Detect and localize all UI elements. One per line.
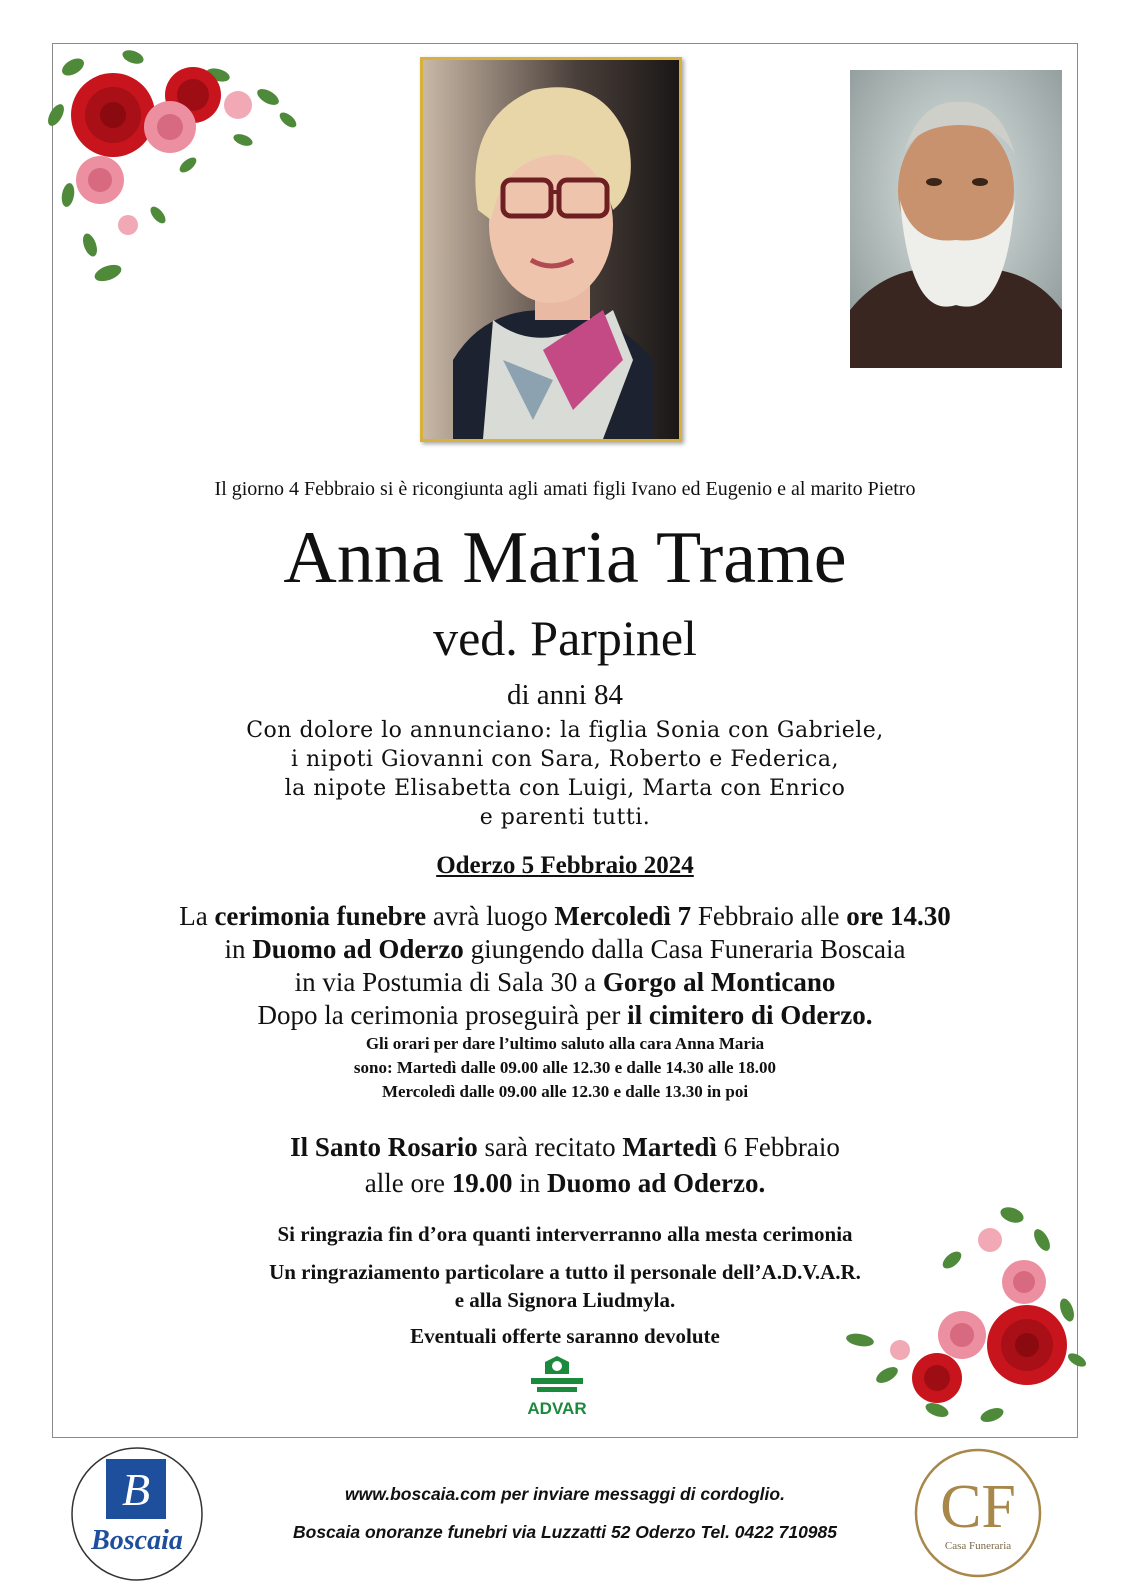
footer-address-line: Boscaia onoranze funebri via Luzzatti 52 Oderzo Tel. 0422 710985 [293,1522,837,1542]
boscaia-logo-text: Boscaia [91,1525,183,1556]
boscaia-logo [69,1445,205,1583]
intro-text: Il giorno 4 Febbraio si è ricongiunta agli amati figli Ivano ed Eugenio e al marito Pietro [214,478,916,500]
announcement-block [52,716,1078,832]
announcement-line: i nipoti Giovanni con Sara, Roberto e Federica, [291,747,839,772]
announcement-line: Con dolore lo annunciano: la figlia Sonia con Gabriele, [246,718,884,743]
advar-logo-text: ADVAR [527,1399,587,1418]
visiting-hours-block [52,1032,1078,1104]
ceremony-line: La cerimonia funebre avrà luogo Mercoledì 7 Febbraio alle ore 14.30 [179,901,951,931]
visiting-hours-line: Mercoledì dalle 09.00 alle 12.30 e dalle 13.30 in poi [381,1082,749,1101]
visiting-hours-line: sono: Martedì dalle 09.00 alle 12.30 e dalle 14.30 alle 18.00 [353,1058,777,1077]
announcement-line: la nipote Elisabetta con Luigi, Marta con Enrico [284,776,846,801]
religious-portrait-image [850,70,1062,368]
roses-decoration-top-left [38,45,308,295]
rosary-block [52,1129,1078,1201]
thanks-line: Un ringraziamento particolare a tutto il personale dell’A.D.V.A.R. [269,1260,861,1284]
advar-logo [522,1354,592,1420]
footer-website-line[interactable]: www.boscaia.com per inviare messaggi di cordoglio. [345,1484,785,1504]
roses-decoration-bottom-right [842,1200,1092,1430]
announcement-line: e parenti tutti. [479,805,651,830]
visiting-hours-line: Gli orari per dare l’ultimo saluto alla cara Anna Maria [365,1034,765,1053]
advar-emblem-icon [529,1354,585,1398]
offers-text: Eventuali offerte saranno devolute [410,1324,720,1348]
ceremony-line: in Duomo ad Oderzo giungendo dalla Casa Funeraria Boscaia [224,934,906,964]
ceremony-block [52,900,1078,1032]
place-date: Oderzo 5 Febbraio 2024 [436,852,694,879]
ceremony-line: in via Postumia di Sala 30 a Gorgo al Monticano [294,967,836,997]
age-text: di anni 84 [507,679,623,711]
rosary-line: Il Santo Rosario sarà recitato Martedì 6 Febbraio [290,1132,840,1162]
rosary-line: alle ore 19.00 in Duomo ad Oderzo. [364,1168,766,1198]
cf-logo-letters: CF [940,1473,1016,1541]
casa-funeraria-logo [913,1447,1043,1579]
portrait-photo-deceased [420,57,682,442]
cf-logo-text: Casa Funeraria [944,1540,1012,1552]
thanks-line: e alla Signora Liudmyla. [454,1288,676,1312]
ceremony-line: Dopo la cerimonia proseguirà per il cimitero di Oderzo. [257,1000,873,1030]
boscaia-logo-letter: B [121,1464,151,1515]
widow-of-text: ved. Parpinel [433,610,697,666]
thanks-line: Si ringrazia fin d’ora quanti interverranno alla mesta cerimonia [277,1222,853,1246]
deceased-name: Anna Maria Trame [283,517,847,599]
